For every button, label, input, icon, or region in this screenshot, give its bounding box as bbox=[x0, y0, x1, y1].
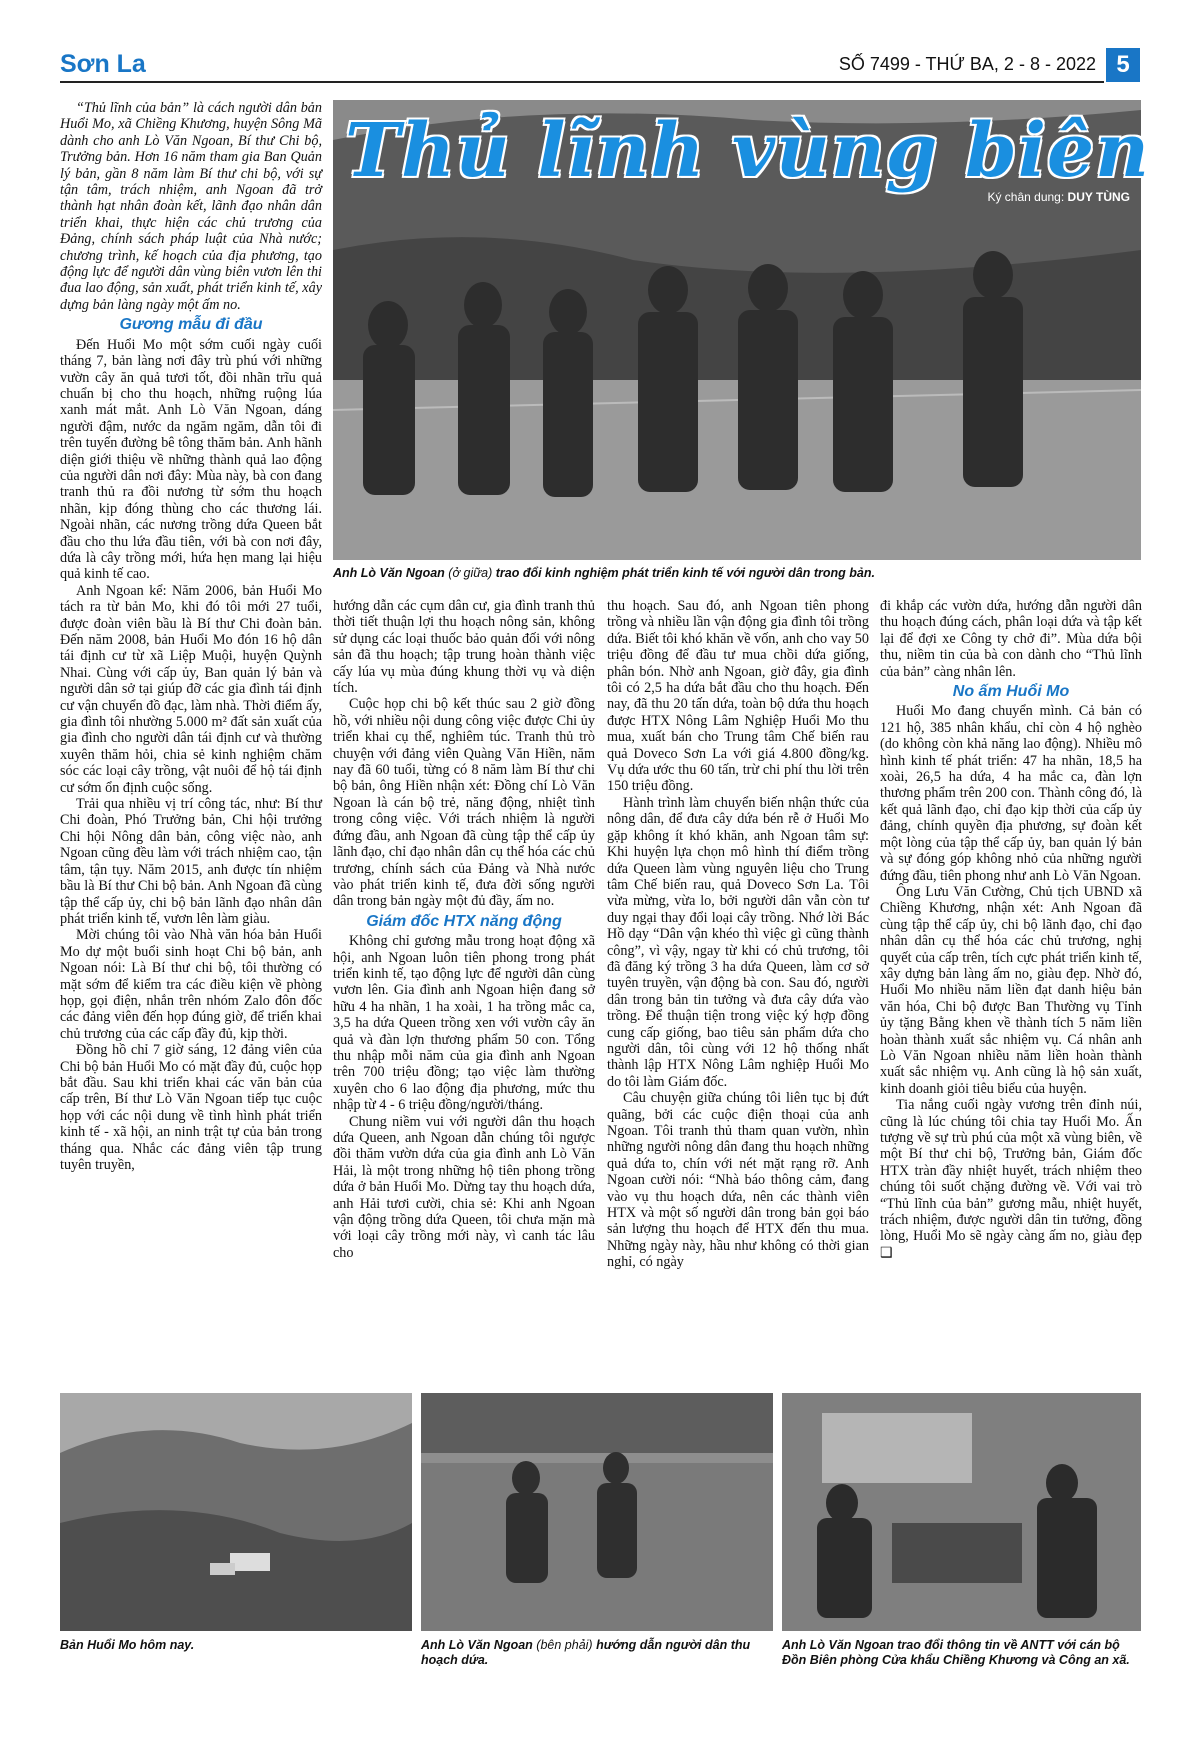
column-3 bbox=[607, 598, 869, 1271]
byline-label: Ký chân dung: bbox=[987, 190, 1065, 204]
byline-author: DUY TÙNG bbox=[1067, 190, 1130, 204]
column-2 bbox=[333, 598, 595, 1261]
column-4 bbox=[880, 598, 1142, 1261]
column-1 bbox=[60, 100, 322, 1173]
byline bbox=[987, 190, 1130, 204]
village-photo-caption: Bản Huổi Mo hôm nay. bbox=[60, 1638, 195, 1652]
paragraph: Hành trình làm chuyển biến nhận thức của nông dân, để đưa cây dứa bén rễ ở Huổi Mo gặp không ít khó khăn, anh Ngoan tâm sự: Khi huyện lựa chọn mô hình thí điểm trồng dứa Queen làm vùng nguyên liệu cho Trung tâm Chế biến rau, quả Doveco Sơn La. Tôi vừa mừng, vừa lo, bởi người dân vẫn còn tư duy ngại thay đổi loại cây trồng. Nhớ lời Bác Hồ dạy “Dân vận khéo thì việc gì cũng thành công”, vì vậy, ngay từ khi có chủ trương, tôi đã đăng ký trồng 3 ha dứa Queen, làm cơ sở tuyên truyền, vận động bà con. Sau đó, người dân trong bản tin tưởng và đưa cây dứa vào trồng. Để thuận tiện trong việc ký hợp đồng cung cấp giống, bao tiêu sản phẩm dứa cho người dân, tôi cùng với 12 hộ thống nhất thành lập HTX Nông Lâm nghiệp Huổi Mo do tôi làm Giám đốc. bbox=[607, 794, 869, 1090]
village-photo bbox=[60, 1393, 412, 1631]
paragraph: Tia nắng cuối ngày vương trên đỉnh núi, cũng là lúc chúng tôi chia tay Huổi Mo. Ấn tượng về sự trù phú của một xã vùng biên, về một Bí thư chi bộ, Trưởng bản, Giám đốc HTX tràn đầy nhiệt huyết, trách nhiệm theo chúng tôi suốt chặng đường về. Với vai trò “Thủ lĩnh của bản” gương mẫu, nhiệt huyết, trách nhiệm, được người dân tin tưởng, đồng lòng, Huổi Mo sẽ ngày càng ấm no, giàu đẹp ❑ bbox=[880, 1097, 1142, 1261]
meeting-photo-caption: Anh Lò Văn Ngoan trao đổi thông tin về ANTT với cán bộ Đồn Biên phòng Cửa khẩu Chiềng Khương và Công an xã. bbox=[782, 1638, 1130, 1667]
article-title: Thủ lĩnh vùng biên bbox=[345, 108, 1150, 194]
caption-text: trao đổi kinh nghiệm phát triển kinh tế với người dân trong bản. bbox=[495, 566, 875, 580]
pineapple-photo-caption bbox=[421, 1638, 773, 1668]
page-header bbox=[60, 50, 1140, 84]
paragraph: hướng dẫn các cụm dân cư, gia đình tranh thủ thời tiết thuận lợi thu hoạch nông sản, không sử dụng các loại thuốc bảo quản đối với nông sản đã thu hoạch; tập trung hoàn thành việc cấy lúa vụ mùa đúng khung thời vụ và diện tích. bbox=[333, 598, 595, 697]
paragraph: Mời chúng tôi vào Nhà văn hóa bản Huổi Mo dự một buổi sinh hoạt Chi bộ bản, anh Ngoan nói: Là Bí thư chi bộ, tôi thường có mặt sớm để kiểm tra các điều kiện về phòng họp, gọi điện, nhắn trên nhóm Zalo đôn đốc các đảng viên đến họp đúng giờ, để triển khai chủ trương của các cấp đầy đủ, kịp thời. bbox=[60, 927, 322, 1042]
subheading-3: No ấm Huổi Mo bbox=[952, 683, 1070, 701]
paragraph: Đến Huổi Mo một sớm cuối ngày cuối tháng 7, bản làng nơi đây trù phú với những vườn cây ăn quả tươi tốt, đồi nhãn trĩu quả chuẩn bị cho thu hoạch, những ruộng lúa xanh mát mắt. Anh Lò Văn Ngoan, dáng người đậm, nước da ngăm ngăm, dẫn tôi đi trên tuyến đường bê tông thăm bản. Anh hãnh diện giới thiệu về những thành quả lao động của người dân nơi đây: Mùa này, bà con đang tranh thủ ra đồi nương từ sớm thu hoạch nhãn, kịp đóng thùng cho các thương lái. Ngoài nhãn, các nương trồng dứa Queen bắt đầu cho thu lứa đầu tiên, với bà con nơi đây, dứa là cây trồng mới, hứa hẹn mang lại hiệu quả kinh tế cao. bbox=[60, 336, 322, 583]
paragraph: Huổi Mo đang chuyển mình. Cả bản có 121 hộ, 385 nhân khẩu, chỉ còn 4 hộ nghèo (do không còn khả năng lao động). Nhiều mô hình kinh tế phát triển: 47 ha nhãn, 18,5 ha xoài, 26,5 ha dứa, 4 ha mắc ca, đàn lợn thương phẩm trên 200 con. Thành công đó, là kết quả lãnh đạo, chỉ đạo kịp thời của cấp ủy đảng, chính quyền địa phương, sự đoàn kết một lòng của tập thể cấp ủy, ban quản lý bản và sự đóng góp không nhỏ của những người đứng đầu, tiên phong như anh Lò Văn Ngoan. bbox=[880, 703, 1142, 884]
issue-info: SỐ 7499 - THỨ BA, 2 - 8 - 2022 bbox=[838, 54, 1096, 74]
paragraph: đi khắp các vườn dứa, hướng dẫn người dân thu hoạch đúng cách, phân loại dứa và tập kết lại để đợi xe Công ty chở đi”. Mùa dứa bội thu, niềm tin của bà con dành cho “Thủ lĩnh của bản” càng nhân lên. bbox=[880, 598, 1142, 680]
paragraph: Anh Ngoan kể: Năm 2006, bản Huổi Mo tách ra từ bản Mo, khi đó tôi mới 27 tuổi, được đoàn viên bầu là Bí thư Chi đoàn bản. Đến năm 2008, bản Huổi Mo đón 16 hộ dân tái định cư từ xã Liệp Muội, huyện Quỳnh Nhai. Cùng với cấp ủy, Ban quản lý bản và người dân sở tại giúp đỡ các gia đình tái định cư vận chuyển đồ đạc, làm nhà. Thời điểm ấy, gia đình tôi nhường 5.000 m² đất sản xuất của gia đình cho người dân tái định cư và thường xuyên thăm hỏi, chia sẻ kinh nghiệm chăm sóc các loại cây trồng, vật nuôi để hộ tái định cư sớm ổn định cuộc sống. bbox=[60, 582, 322, 796]
pineapple-harvest-photo bbox=[421, 1393, 773, 1631]
paragraph: thu hoạch. Sau đó, anh Ngoan tiên phong trồng và nhiều lần vận động gia đình tôi trồng dứa. Biết tôi khó khăn về vốn, anh cho vay 50 triệu đồng để đầu tư mua chồi dứa giống, phân bón. Nhờ anh Ngoan, giờ đây, gia đình tôi có 2,5 ha dứa bắt đầu cho thu hoạch. Đến nay, đã thu 20 tấn dứa, toàn bộ dứa thu hoạch được HTX Nông Lâm Nghiệp Huổi Mo thu mua, xuất bán cho Trung tâm Chế biến rau quả Doveco Sơn La với giá 4.800 đồng/kg. Vụ dứa ước thu 60 tấn, trừ chi phí thu lời trên 150 triệu đồng. bbox=[607, 598, 869, 795]
caption-text: Anh Lò Văn Ngoan bbox=[421, 1638, 533, 1652]
header-rule bbox=[60, 81, 1104, 83]
paragraph: Đồng hồ chỉ 7 giờ sáng, 12 đảng viên của Chi bộ bản Huổi Mo có mặt đầy đủ, cuộc họp bắt đầu. Sau khi triển khai các văn bản của cấp trên, Bí thư Lò Văn Ngoan tiếp tục cuộc họp với các nội dung về tình hình phát triển kinh tế - xã hội, an ninh trật tự của bản trong tháng qua. Nhắc các đảng viên tập trung tuyên truyền, bbox=[60, 1042, 322, 1173]
subheading-1: Gương mẫu đi đầu bbox=[119, 316, 263, 334]
paragraph: Trải qua nhiều vị trí công tác, như: Bí thư Chi đoàn, Phó Trưởng bản, Chi hội trưởng Chi hội Nông dân bản, công việc nào, anh Ngoan cũng đều làm với trách nhiệm cao, tận tâm, tận tụy. Năm 2015, anh được tín nhiệm bầu là Bí thư Chi bộ bản. Anh Ngoan đã cùng tập thể cấp ủy, chi bộ bản lãnh đạo nhân dân phát triển kinh tế, vươn lên làm giàu. bbox=[60, 796, 322, 927]
subheading-2: Giám đốc HTX năng động bbox=[366, 912, 562, 930]
paragraph: Chung niềm vui với người dân thu hoạch dứa Queen, anh Ngoan dẫn chúng tôi ngược đồi thăm vườn dứa của gia đình anh Lò Văn Hải, là một trong những hộ tiên phong trồng dứa ở bản Huổi Mo. Dừng tay thu hoạch dứa, anh Hải tươi cười, chia sẻ: Khi anh Ngoan vận động trồng dứa Queen, tôi chưa mặn mà với loại cây trồng mới này, vì canh tác lâu cho bbox=[333, 1113, 595, 1261]
section-name: Sơn La bbox=[60, 50, 146, 78]
page-number: 5 bbox=[1106, 48, 1140, 82]
paragraph: Câu chuyện giữa chúng tôi liên tục bị đứt quãng, bởi các cuộc điện thoại của anh Ngoan. Tôi tranh thủ tham quan vườn, nhìn những người nông dân đang thu hoạch những quả dứa to, chín với nét mặt rạng rỡ. Anh Ngoan cười nói: “Nhà báo thông cảm, đang vào vụ thu hoạch dứa, nên các thành viên HTX và một số người dân trong bản gọi báo sản lượng thu hoạch để HTX đến thu mua. Những ngày này, hầu như không có thời gian nghỉ, có ngày bbox=[607, 1090, 869, 1271]
lead-paragraph: “Thủ lĩnh của bản” là cách người dân bản Huổi Mo, xã Chiềng Khương, huyện Sông Mã dành cho anh Lò Văn Ngoan, Bí thư Chi bộ, Trưởng bản. Hơn 16 năm tham gia Ban Quản lý bản, gần 8 năm làm Bí thư chi bộ, với sự tận tâm, trách nhiệm, anh Ngoan đã trở thành hạt nhân đoàn kết, lãnh đạo nhân dân triển khai, thực hiện các chủ trương của Đảng, chính sách pháp luật của Nhà nước; chương trình, kế hoạch của địa phương, tạo động lực để người dân vùng biên vươn lên thi đua lao động, sản xuất, phát triển kinh tế, xây dựng bản làng ngày một ấm no. bbox=[60, 100, 322, 313]
paragraph: Không chỉ gương mẫu trong hoạt động xã hội, anh Ngoan luôn tiên phong trong phát triển kinh tế, tạo động lực để người dân cùng vươn lên. Gia đình anh Ngoan hiện đang sở hữu 4 ha nhãn, 1 ha xoài, 1 ha trồng mắc ca, 3,5 ha dứa Queen trồng xen với vườn cây ăn quả và đàn lợn thương phẩm 50 con. Tổng thu nhập mỗi năm của gia đình anh Ngoan trên 700 triệu đồng; tạo việc làm thường xuyên cho 6 lao động địa phương, mức thu nhập từ 4 - 6 triệu đồng/người/tháng. bbox=[333, 933, 595, 1114]
main-photo-caption bbox=[333, 566, 1141, 581]
paragraph: Ông Lưu Văn Cường, Chủ tịch UBND xã Chiềng Khương, nhận xét: Anh Ngoan đã cùng tập thể cấp ủy, chi bộ lãnh đạo, chỉ đạo nhân dân cụ thể hóa các chủ trương, nghị quyết của cấp trên, tích cực phát triển kinh tế, xây dựng bản làng ấm no, giàu đẹp. Nhờ đó, Huổi Mo nhiều năm liền đạt danh hiệu bản văn hóa, Chi bộ được Ban Thường vụ Tỉnh ủy tặng Bằng khen về thành tích 5 năm liền hoàn thành xuất sắc nhiệm vụ. Cá nhân anh Lò Văn Ngoan nhiều năm liền hoàn thành xuất sắc nhiệm vụ. Anh cũng là hộ sản xuất, kinh doanh giỏi tiêu biểu của huyện. bbox=[880, 883, 1142, 1097]
paragraph: Cuộc họp chi bộ kết thúc sau 2 giờ đồng hồ, với nhiều nội dung công việc được Chi ủy triển khai cụ thể, nghiêm túc. Tranh thủ trò chuyện với đảng viên Quàng Văn Hiền, năm nay đã 60 tuổi, từng có 8 năm làm Bí thư chi bộ bản, ông Hiền nhận xét: Đồng chí Lò Văn Ngoan là cán bộ trẻ, năng động, nhiệt tình trong công việc. Với trách nhiệm là người đứng đầu, anh Ngoan đã cùng tập thể cấp ủy lãnh đạo, chỉ đạo nhân dân cụ thể hóa các chủ trương, chính sách của Đảng và Nhà nước vào phát triển kinh tế, đưa đời sống người dân trong bản ngày một đủ đầy, ấm no. bbox=[333, 696, 595, 910]
caption-text: hướng dẫn người dân thu hoạch dứa. bbox=[421, 1638, 751, 1667]
caption-text: (bên phải) bbox=[536, 1638, 593, 1652]
caption-text: Anh Lò Văn Ngoan bbox=[333, 566, 445, 580]
caption-text: (ở giữa) bbox=[448, 566, 493, 580]
meeting-photo bbox=[782, 1393, 1141, 1631]
